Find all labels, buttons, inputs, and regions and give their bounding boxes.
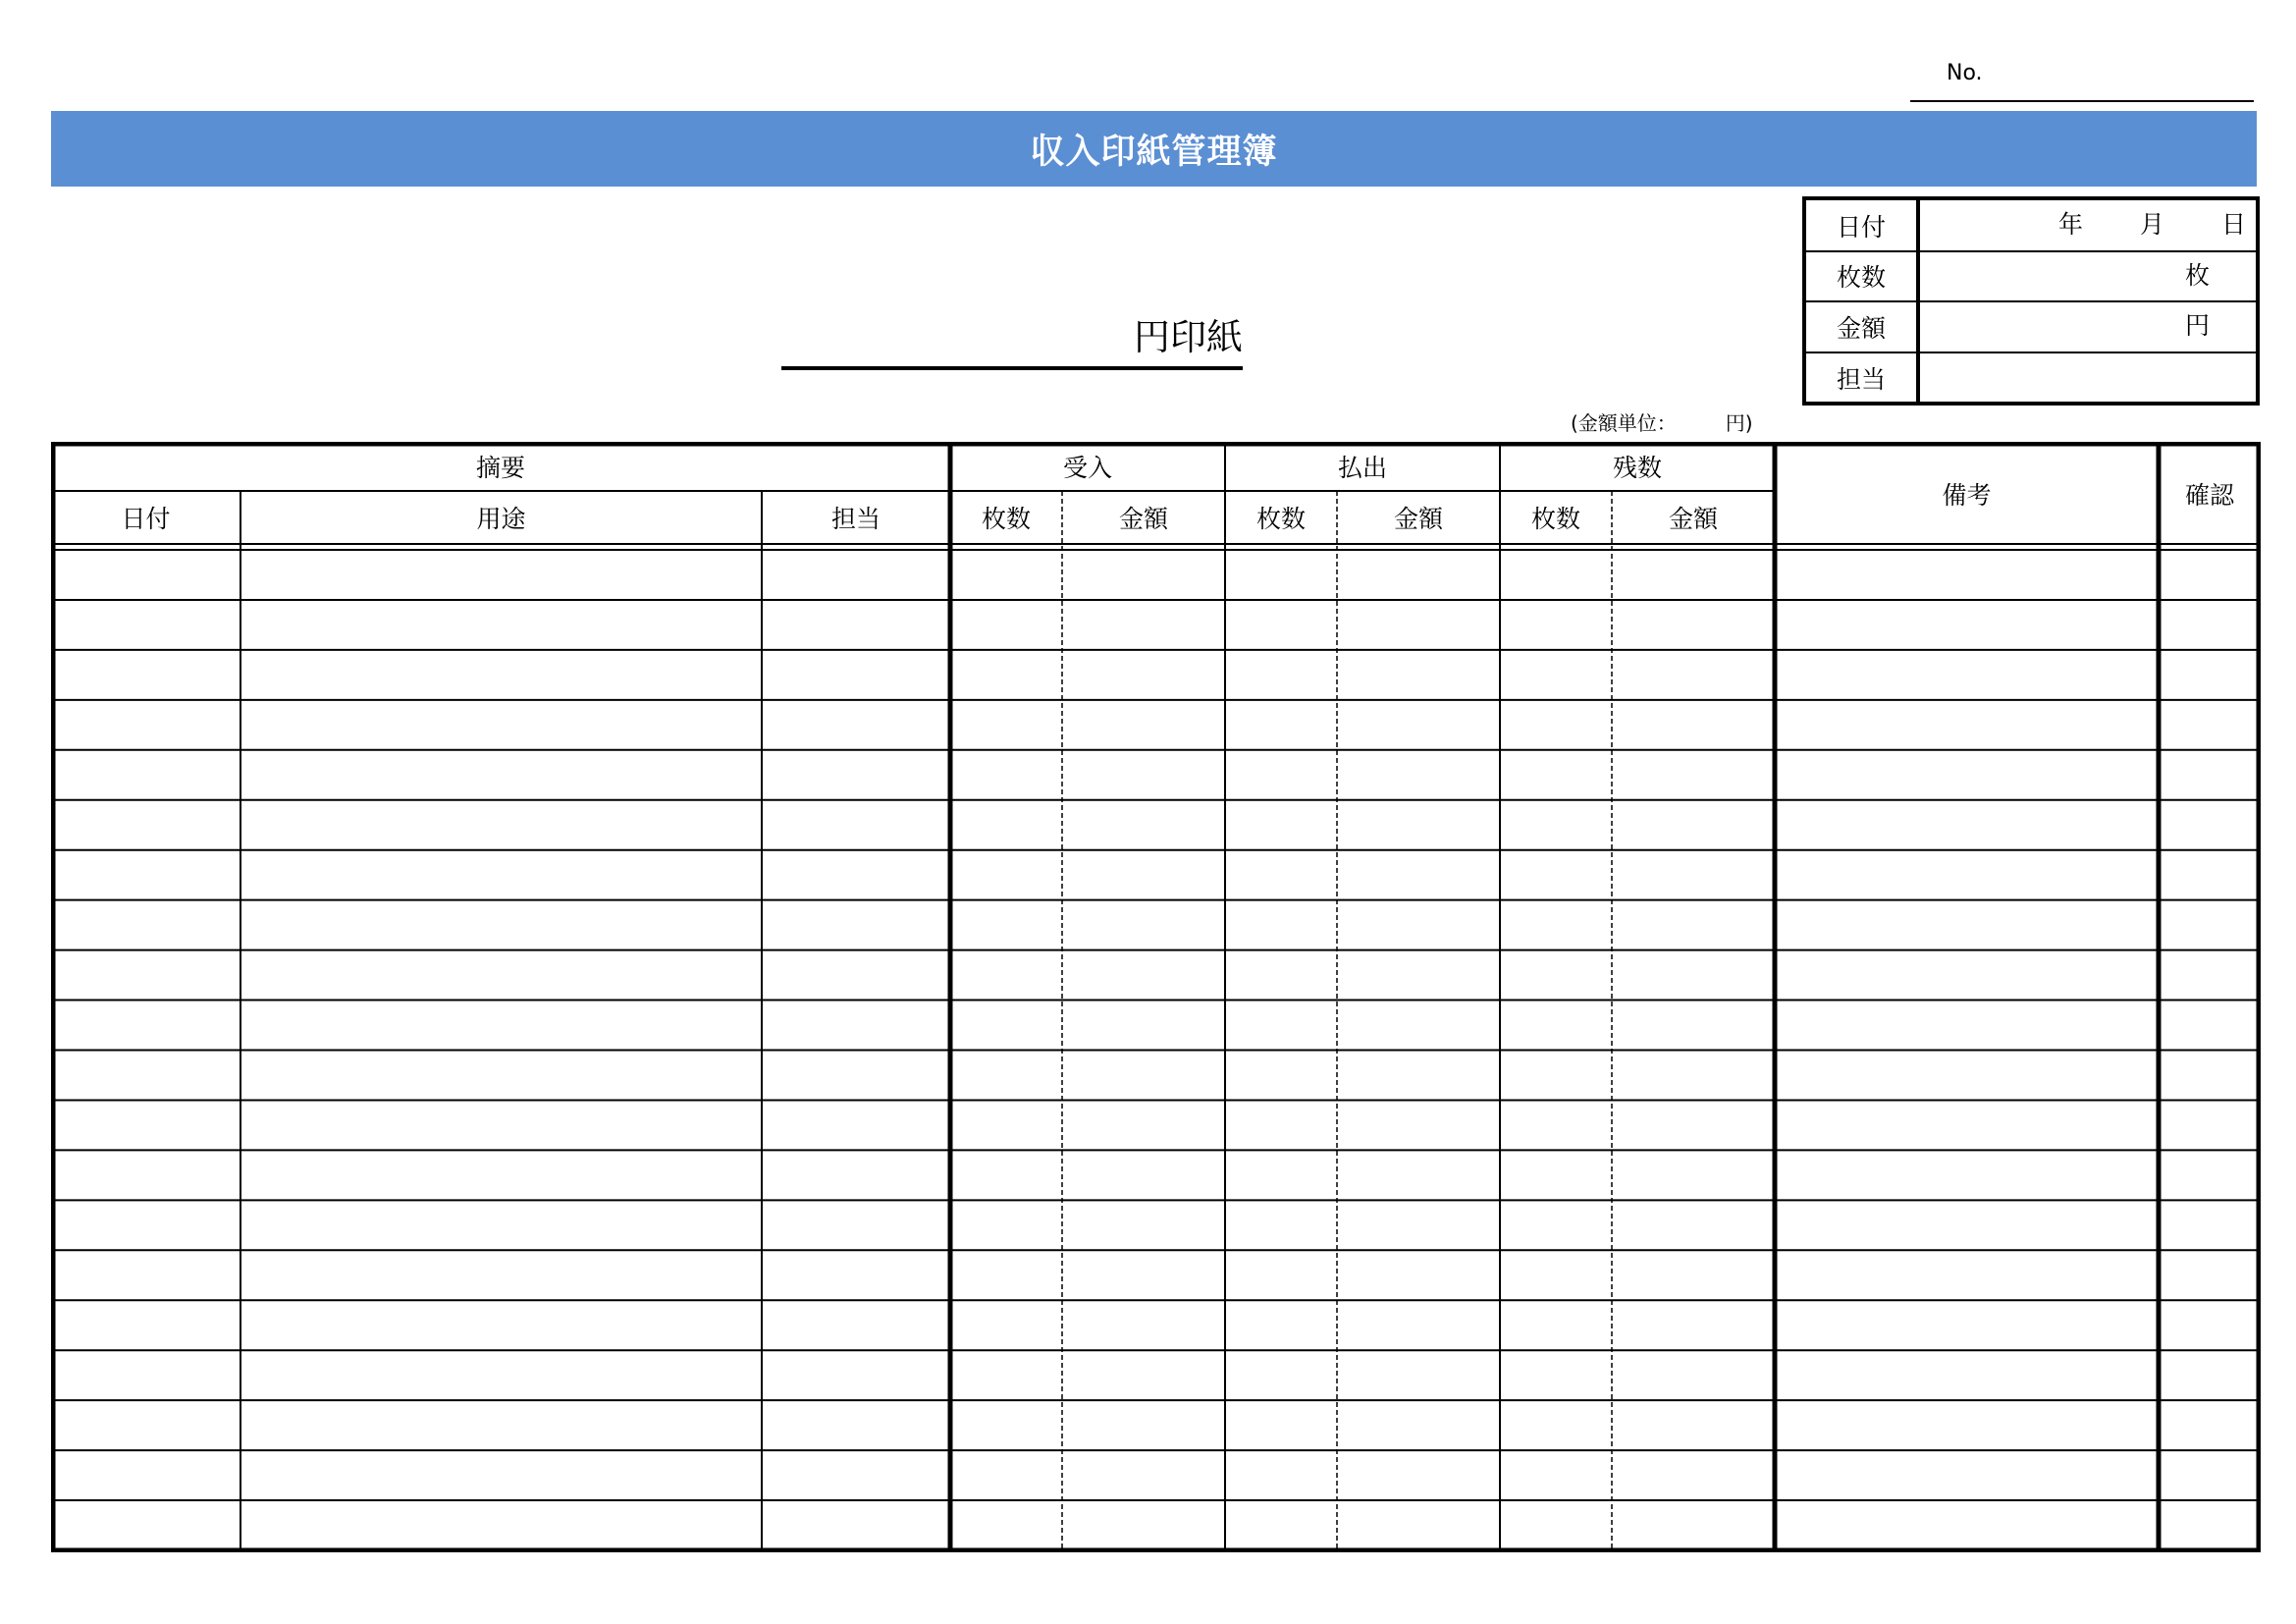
header-date: 日付 <box>121 505 171 533</box>
header-received-amount: 金額 <box>1118 505 1168 533</box>
stamp-value-title: 円印紙 <box>1134 316 1243 358</box>
info-count-unit: 枚 <box>2185 261 2211 290</box>
info-date-label: 日付 <box>1836 212 1886 242</box>
info-day-unit: 日 <box>2221 210 2247 239</box>
info-row-date <box>1806 200 2256 250</box>
number-label: No. <box>1947 61 1983 85</box>
header-received: 受入 <box>1062 454 1112 482</box>
info-amount-unit: 円 <box>2185 311 2211 340</box>
ledger-table <box>51 442 2261 1552</box>
header-remarks: 備考 <box>1942 481 1992 510</box>
header-balance-amount: 金額 <box>1668 505 1718 533</box>
header-paid-amount: 金額 <box>1393 505 1443 533</box>
header-summary: 摘要 <box>475 454 525 482</box>
table-border <box>53 444 2259 1550</box>
page-title: 収入印紙管理簿 <box>1030 132 1278 172</box>
info-box <box>1802 196 2260 406</box>
info-month-unit: 月 <box>2140 210 2165 239</box>
info-row-person <box>1806 352 2256 403</box>
info-amount-label: 金額 <box>1836 313 1886 343</box>
info-person-label: 担当 <box>1836 364 1886 394</box>
header-balance-count: 枚数 <box>1530 505 1580 533</box>
info-year-unit: 年 <box>2058 210 2084 239</box>
header-confirm: 確認 <box>2184 481 2234 510</box>
info-count-label: 枚数 <box>1836 263 1886 292</box>
number-underline <box>1910 100 2254 102</box>
header-paid: 払出 <box>1337 454 1387 482</box>
header-balance: 残数 <box>1612 454 1662 482</box>
stamp-value-underline <box>781 366 1243 370</box>
info-row-amount <box>1806 301 2256 352</box>
header-paid-count: 枚数 <box>1255 505 1306 533</box>
header-received-count: 枚数 <box>981 505 1031 533</box>
header-person: 担当 <box>830 505 881 533</box>
header-purpose: 用途 <box>476 505 526 533</box>
amount-unit-note: (金額単位： 円) <box>1571 411 1753 435</box>
info-row-count <box>1806 251 2256 300</box>
ledger-grid <box>51 442 2261 1552</box>
title-banner <box>51 111 2257 187</box>
